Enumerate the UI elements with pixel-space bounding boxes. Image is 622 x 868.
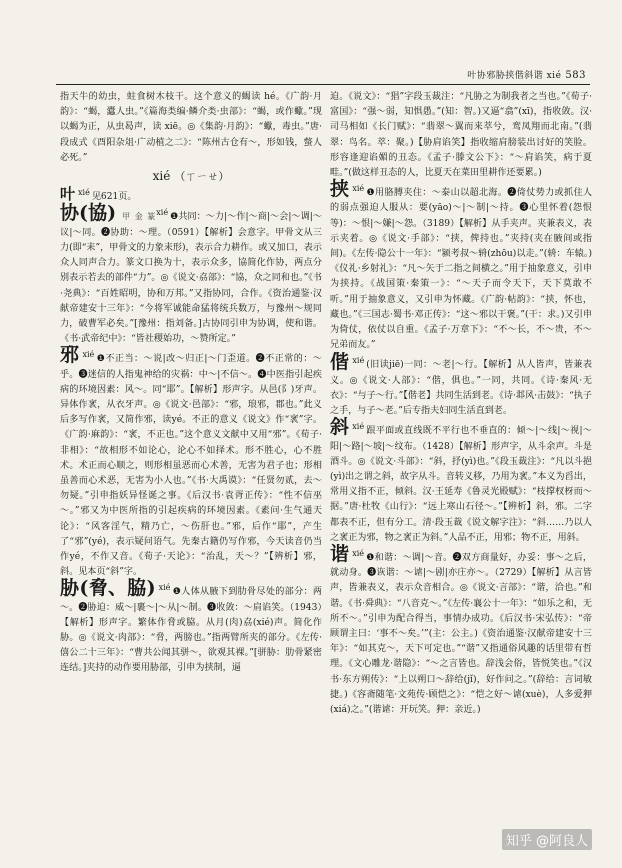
entry-xie-slant: 斜xié 跟平面或直线既不平行也不垂直的：倾～|～线|～视|～阳|～路|～坡|～纹布。（1428）【解析】形声字，从斗余声。斗是酒斗。◎《说文·斗部》：“斜，抒(yì)也。”《段玉裁注》：“凡以斗挹(yì)出之谓之斜，故字从斗。音转义移，乃用为衺。”本义为舀出，常用义指不正，倾斜。汉·王延寿《鲁灵光殿赋》：“枝撑杈枒而～据。”唐·杜牧《山行》：“远上寒山石径～。”【辨析】斜，邪。二字都表不正，但有分工。清·段玉裁《说文解字注》：“斜……乃以人之衺正为邪，物之衺正为斜。”人品不正，用邪；物不正，用斜。 — [330, 416, 592, 543]
headword: 叶 — [60, 185, 76, 204]
running-head: 叶协邪胁挟偕斜谐 xié 583 — [467, 70, 586, 81]
headword: 协(協) — [60, 202, 117, 225]
entry-xie-evil: 邪xié ❶不正当：～说|改～归正|～门歪道。❷不正常的：～乎。❸迷信的人指鬼神给的灾祸：中～|不信～。❹中医指引起疾病的环境因素：风～。同“耶”。【解析】形声字。从邑(阝)牙声。异体作衺，从衣牙声。◎《说文·邑部》：“邪，琅邪，郡也。”此义后多写作衺，又简作邪，读yé。不正的意义《说文》作“衺”字。《广韵·麻韵》：“衺，不正也。”这个意义文献中又用“邪”。《荀子·非相》：“故相形不如论心，论心不如择术。形不胜心，心不胜术。术正而心顺之，则形相虽恶而心术善，无害为君子也；形相虽善而心术恶，无害为小人也。”《书·大禹谟》：“任贤勿贰，去～勿疑。”引申指妖异怪诞之事。《后汉书·袁胥正传》：“性不信巫～。”邪又为中医所指的引起疾病的环境因素。《素问·生气通天论》：“风客淫气，精乃亡，～伤肝也。”邪，后作“耶”，产生了“邪”(yé)，表示疑问语气。先秦古籍仍写作邪，今天读音仍当作yé，不作又音。《荀子·天论》：“治乱，天～？”【辨析】邪，斜。见本页“斜”字。 — [60, 344, 322, 578]
headword: 偕 — [330, 350, 350, 373]
syllable-heading: xié （ㄒㄧㄝ） — [152, 169, 230, 184]
watermark: 知乎 @阿良人 — [502, 829, 592, 850]
entry-ye: 叶xié 见621页。 — [60, 185, 137, 204]
left-column — [60, 90, 322, 677]
right-column — [330, 90, 592, 718]
continued-entry-text: 迫。《说文》：“猖”字段玉裁注：“凡胁之为制我者之当也。”《荀子·富国》：“强～弱，知惧愚。”(知：智。)又逼“翕”(xī)，指收敛。汉·司马相如《长门赋》：“翡翠～翼而来萃兮，鸾凤翔而北南。”(翡翠：鸟名。萃：聚。)【胁肩谄笑】指收缩肩膀装出讨好的笑脸。形容逢迎谄媚的丑态。《孟子·滕文公下》：“～肩谄笑，病于夏畦。”(做这样丑态的人，比夏天在菜田里耕作还要累。) — [330, 92, 592, 179]
entry-xie-harmony: 谐xié ❶和谐：～调|～音。❷双方商量好，办妥：事～之后，就动身。❸诙谐：～谑|～剧|亦庄亦～。（2729）【解析】从言皆声，皆兼表义，表示众音相合。◎《说文·言部》：“谐，洽也。”和谐。《书·舜典》：“八音克～。”《左传·襄公十一年》：“如乐之和，无所不～。”引申为配合得当，事情办成功。《后汉书·宋弘传》：“帝顾谓主曰：‘事不～矣。’”(主：公主。)《资治通鉴·汉献帝建安十三年》：“如其克～，天下可定也。”“谐”又指通俗风趣的话里带有哲理。《文心雕龙·谐隐》：“～之言皆也。辞浅会俗，皆悦笑也。”《汉书·东方朔传》：“上以朔口～辞给(jǐ)，好作问之。”(辞给：言词敏捷。)《容斋随笔·文苑传·顾恺之》：“恺之好～谑(xuè)，人多爱狎(xiá)之。”(谐谑：开玩笑。狎：亲近。) — [330, 543, 592, 716]
header-rule — [56, 84, 590, 85]
headword: 谐 — [330, 543, 350, 566]
headword: 挟 — [330, 178, 350, 201]
seal-script-forms: 甲 金 篆 — [122, 212, 157, 222]
entry-xie-together: 偕xié (旧读jiē)一同：～老|～行。【解析】从人皆声，皆兼表义。◎《说文·人部》：“偕，俱也。”一同，共同。《诗·秦风·无衣》：“与子～行。”【偕老】共同生活到老。《诗·邶风·击鼓》：“执子之手，与子～老。”后专指夫妇同生活直到老。 — [330, 350, 592, 417]
headword: 胁(脅、脇) — [60, 577, 156, 600]
continued-entry-text: 指天牛的幼虫，蛀食树木枝干。这个意义的蝎读 hé。《广韵·月韵》：“蝎，蠹人虫。”《篇海类编·鳞介类·虫部》：“蝎，或作蠍。”现以蝎为正，从虫曷声，读 xiē。◎《集韵·月韵》：“蠍，毒虫。”唐·段成式《酉阳杂俎·广动植之二》：“陈州古仓有～，形如钱，螫人必死。” — [60, 92, 322, 163]
page-number: 583 — [565, 70, 586, 81]
entry-xie-clasp: 挟xié ❶用胳膊夹住：～泰山以超北海。❷倚仗势力或抓住人的弱点强迫人服从：要(yāo)～|～制|～持。❸心里怀着(怨恨等)：～恨|～嫌|～怨。（3189）【解析】从手夹声。夹兼表义，表示夹着。◎《说文·手部》：“挟，俾持也。”夹持(夹在腋间或指间)。《左传·隐公十一年》：“颍考叔～辀(zhōu)以走。”(辀：车辕。)《仪礼·乡射礼》：“凡～矢于二指之间横之。”用于抽象意义，引申为挟持。《战国策·秦策一》：“～天子而令天下，天下莫敢不听。”用于抽象意义，又引申为怀藏。《广韵·帖韵》：“挟，怀也，藏也。”《三国志·蜀书·邓正传》：“这～邪以干褒。”(干：求。)又引申为倚仗，依仗以自重。《孟子·万章下》：“不～长，不～贵，不～兄弟而友。” — [330, 178, 592, 351]
entry-xie-xie: 协(協) 甲 金 篆xié ❶共同：～力|～作|～商|～会|～调|～议|～同。❷协助：～理。（0591）【解析】会意字。甲骨文从三力(即“耒”，甲骨文的力象耒形)，表示合力耕作。或又加口，表示众人同声合力。篆文口换为十，表示众多，協简化作协，两点分别表示若去的部件“力”。◎《说文·劦部》：“協，众之同和也。”《书·尧典》：“百姓昭明，协和万邦。”又指协同，合作。《资治通鉴·汉献帝建安十三年》：“今将军诚能命猛将统兵数万，与豫州～规同力，破曹军必矣。”[豫州：指刘备。]古协同引申为协调，使和谐。《书·武帝纪中》：“皆社稷始功，～赞所定。” — [60, 202, 322, 345]
headword: 邪 — [60, 344, 80, 367]
headword: 斜 — [330, 416, 350, 439]
entry-xie-flank: 胁(脅、脇) xié ❶人体从腋下到肋骨尽处的部分：两～。❷胁迫：威～|裹～|～从|～制。❸收敛：～肩谄笑。（1943）【解析】形声字。繁体作脅或脇。从月(肉)劦(xié)声。简化作胁。◎《说文·肉部》：“脅，两膀也。”指两臂所夹的部分。《左传·僖公二十三年》：“曹共公闻其骈～，欲观其裸。”[骈胁：肋骨紧密连结。]夹持的动作要用胁部，引申为挟制，逼 — [60, 577, 322, 674]
